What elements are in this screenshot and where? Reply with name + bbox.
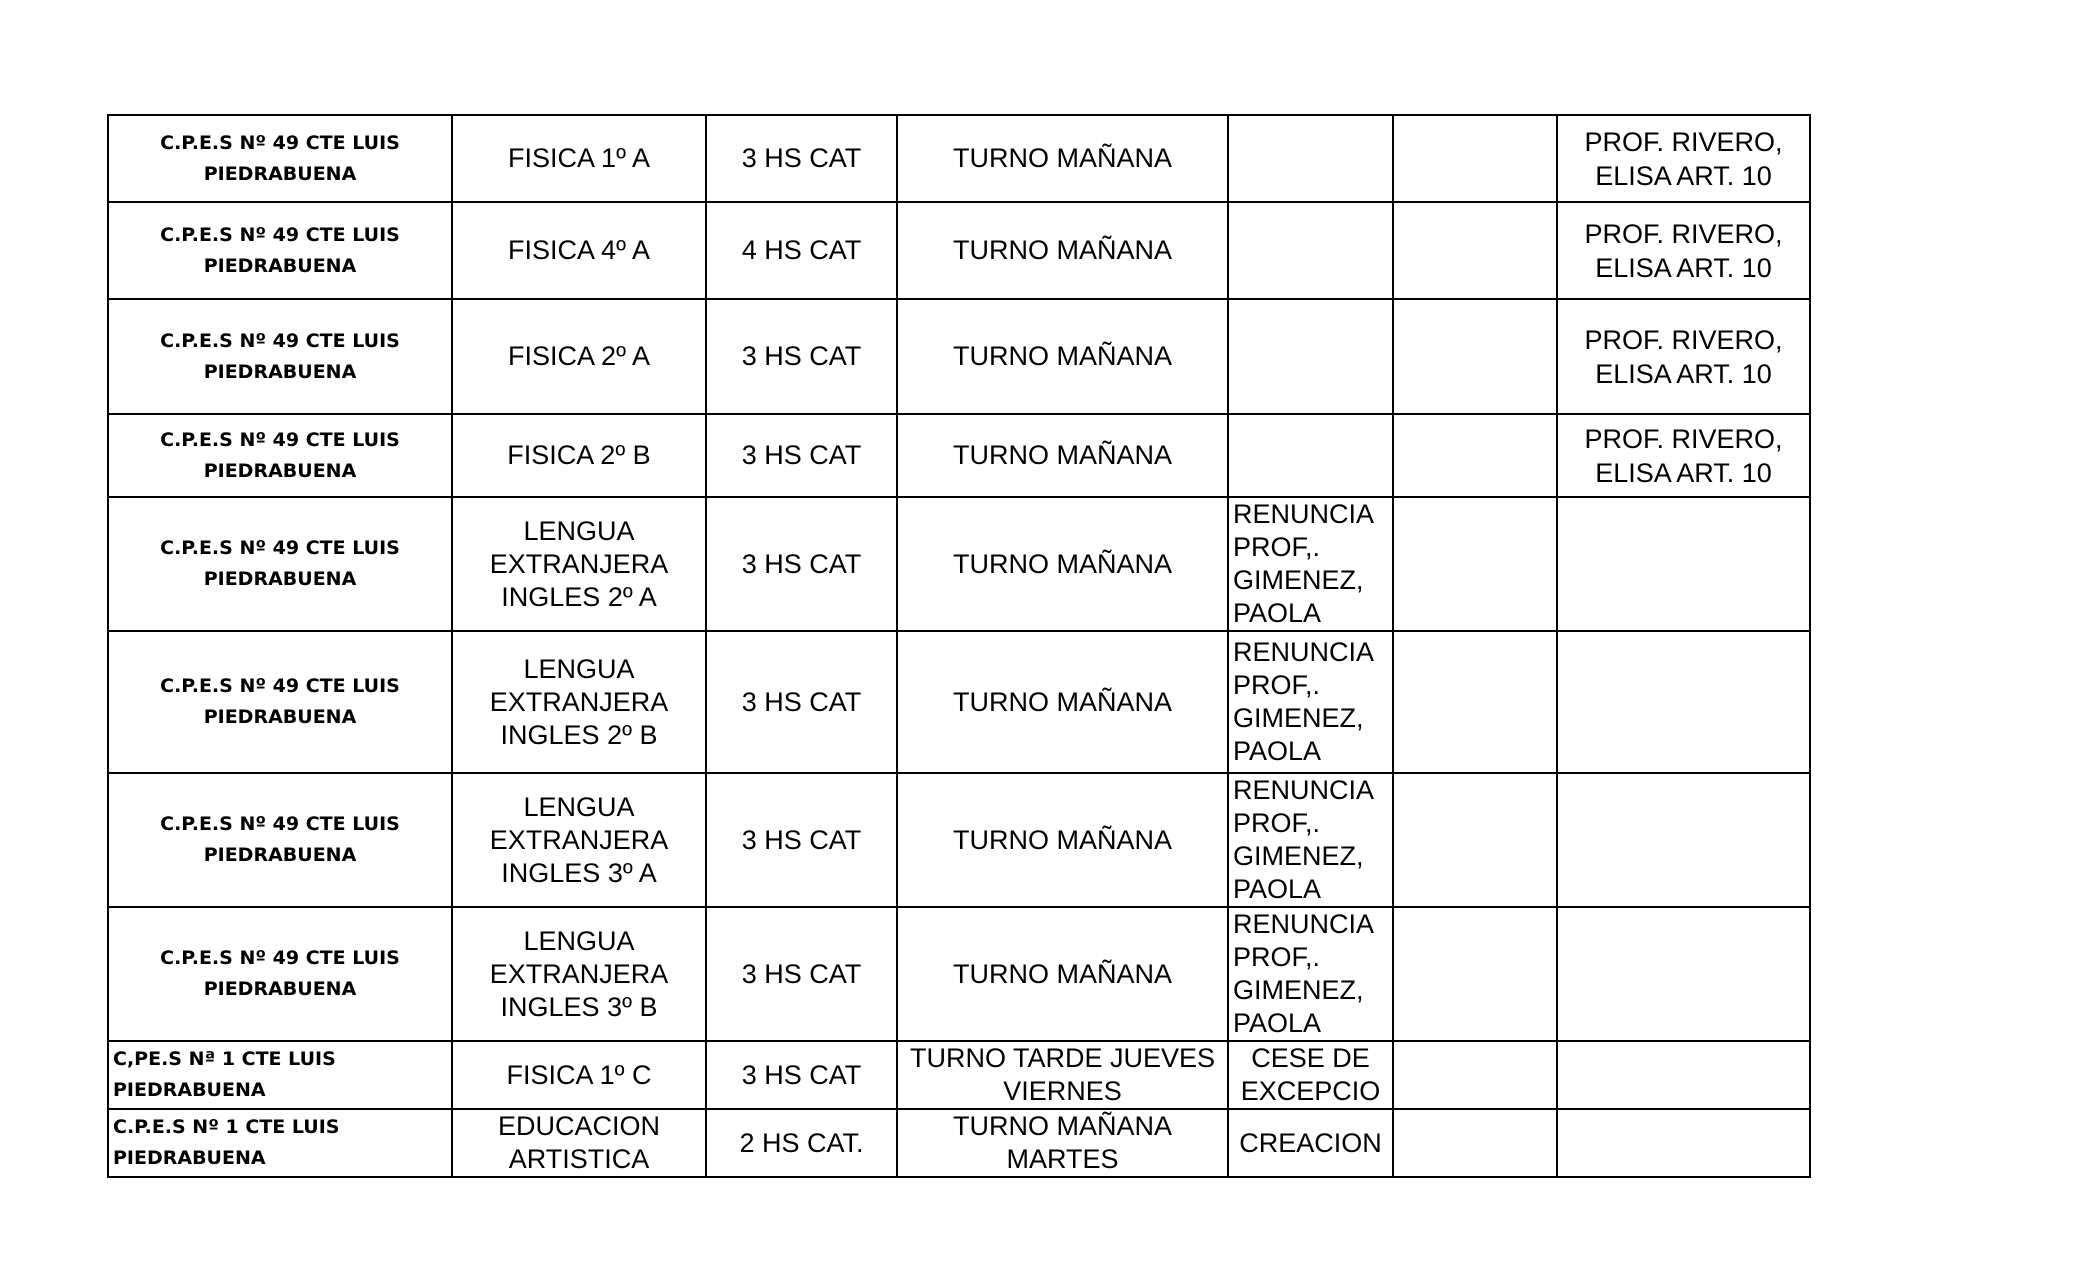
reason-cell: RENUNCIA PROF,. GIMENEZ, PAOLA [1228,497,1393,631]
shift-cell: TURNO MAÑANA [897,773,1228,907]
table-row [108,497,1810,631]
extra-cell [1393,631,1557,773]
school-cell: C.P.E.S Nº 1 CTE LUIS PIEDRABUENA [108,1109,452,1177]
subject-cell: EDUCACION ARTISTICA [452,1109,706,1177]
shift-cell: TURNO MAÑANA [897,202,1228,299]
extra-cell [1393,202,1557,299]
subject-cell: FISICA 4º A [452,202,706,299]
school-cell: C.P.E.S Nº 49 CTE LUIS PIEDRABUENA [108,414,452,497]
subject-cell: LENGUA EXTRANJERA INGLES 3º A [452,773,706,907]
reason-cell [1228,299,1393,414]
shift-cell: TURNO MAÑANA MARTES [897,1109,1228,1177]
reason-cell [1228,202,1393,299]
table-row [108,299,1810,414]
school-cell: C,PE.S Nª 1 CTE LUIS PIEDRABUENA [108,1041,452,1109]
reason-cell: RENUNCIA PROF,. GIMENEZ, PAOLA [1228,907,1393,1041]
notes-cell [1557,907,1810,1041]
school-cell: C.P.E.S Nº 49 CTE LUIS PIEDRABUENA [108,115,452,202]
reason-cell: CESE DE EXCEPCIO [1228,1041,1393,1109]
notes-cell: PROF. RIVERO, ELISA ART. 10 [1557,414,1810,497]
subject-cell: LENGUA EXTRANJERA INGLES 3º B [452,907,706,1041]
subject-cell: FISICA 1º C [452,1041,706,1109]
hours-cell: 3 HS CAT [706,414,897,497]
school-cell: C.P.E.S Nº 49 CTE LUIS PIEDRABUENA [108,773,452,907]
extra-cell [1393,1109,1557,1177]
extra-cell [1393,907,1557,1041]
hours-cell: 3 HS CAT [706,1041,897,1109]
notes-cell: PROF. RIVERO, ELISA ART. 10 [1557,299,1810,414]
notes-cell [1557,1109,1810,1177]
shift-cell: TURNO MAÑANA [897,907,1228,1041]
table-row [108,1109,1810,1177]
notes-cell [1557,773,1810,907]
hours-cell: 2 HS CAT. [706,1109,897,1177]
positions-table [107,114,1811,1178]
shift-cell: TURNO TARDE JUEVES VIERNES [897,1041,1228,1109]
subject-cell: FISICA 2º B [452,414,706,497]
school-cell: C.P.E.S Nº 49 CTE LUIS PIEDRABUENA [108,907,452,1041]
shift-cell: TURNO MAÑANA [897,299,1228,414]
extra-cell [1393,497,1557,631]
school-cell: C.P.E.S Nº 49 CTE LUIS PIEDRABUENA [108,631,452,773]
notes-cell [1557,631,1810,773]
notes-cell: PROF. RIVERO, ELISA ART. 10 [1557,202,1810,299]
table-row [108,631,1810,773]
hours-cell: 3 HS CAT [706,299,897,414]
reason-cell: CREACION [1228,1109,1393,1177]
hours-cell: 3 HS CAT [706,907,897,1041]
reason-cell: RENUNCIA PROF,. GIMENEZ, PAOLA [1228,773,1393,907]
table-row [108,907,1810,1041]
extra-cell [1393,299,1557,414]
subject-cell: FISICA 2º A [452,299,706,414]
subject-cell: LENGUA EXTRANJERA INGLES 2º B [452,631,706,773]
reason-cell: RENUNCIA PROF,. GIMENEZ, PAOLA [1228,631,1393,773]
notes-cell [1557,497,1810,631]
school-cell: C.P.E.S Nº 49 CTE LUIS PIEDRABUENA [108,202,452,299]
hours-cell: 4 HS CAT [706,202,897,299]
hours-cell: 3 HS CAT [706,497,897,631]
shift-cell: TURNO MAÑANA [897,414,1228,497]
table-row [108,773,1810,907]
extra-cell [1393,414,1557,497]
table-row [108,115,1810,202]
shift-cell: TURNO MAÑANA [897,497,1228,631]
hours-cell: 3 HS CAT [706,115,897,202]
shift-cell: TURNO MAÑANA [897,631,1228,773]
hours-cell: 3 HS CAT [706,773,897,907]
notes-cell [1557,1041,1810,1109]
shift-cell: TURNO MAÑANA [897,115,1228,202]
table-row [108,414,1810,497]
reason-cell [1228,115,1393,202]
extra-cell [1393,1041,1557,1109]
extra-cell [1393,773,1557,907]
table-row [108,202,1810,299]
subject-cell: LENGUA EXTRANJERA INGLES 2º A [452,497,706,631]
notes-cell: PROF. RIVERO, ELISA ART. 10 [1557,115,1810,202]
school-cell: C.P.E.S Nº 49 CTE LUIS PIEDRABUENA [108,497,452,631]
hours-cell: 3 HS CAT [706,631,897,773]
subject-cell: FISICA 1º A [452,115,706,202]
school-cell: C.P.E.S Nº 49 CTE LUIS PIEDRABUENA [108,299,452,414]
reason-cell [1228,414,1393,497]
extra-cell [1393,115,1557,202]
table-row [108,1041,1810,1109]
